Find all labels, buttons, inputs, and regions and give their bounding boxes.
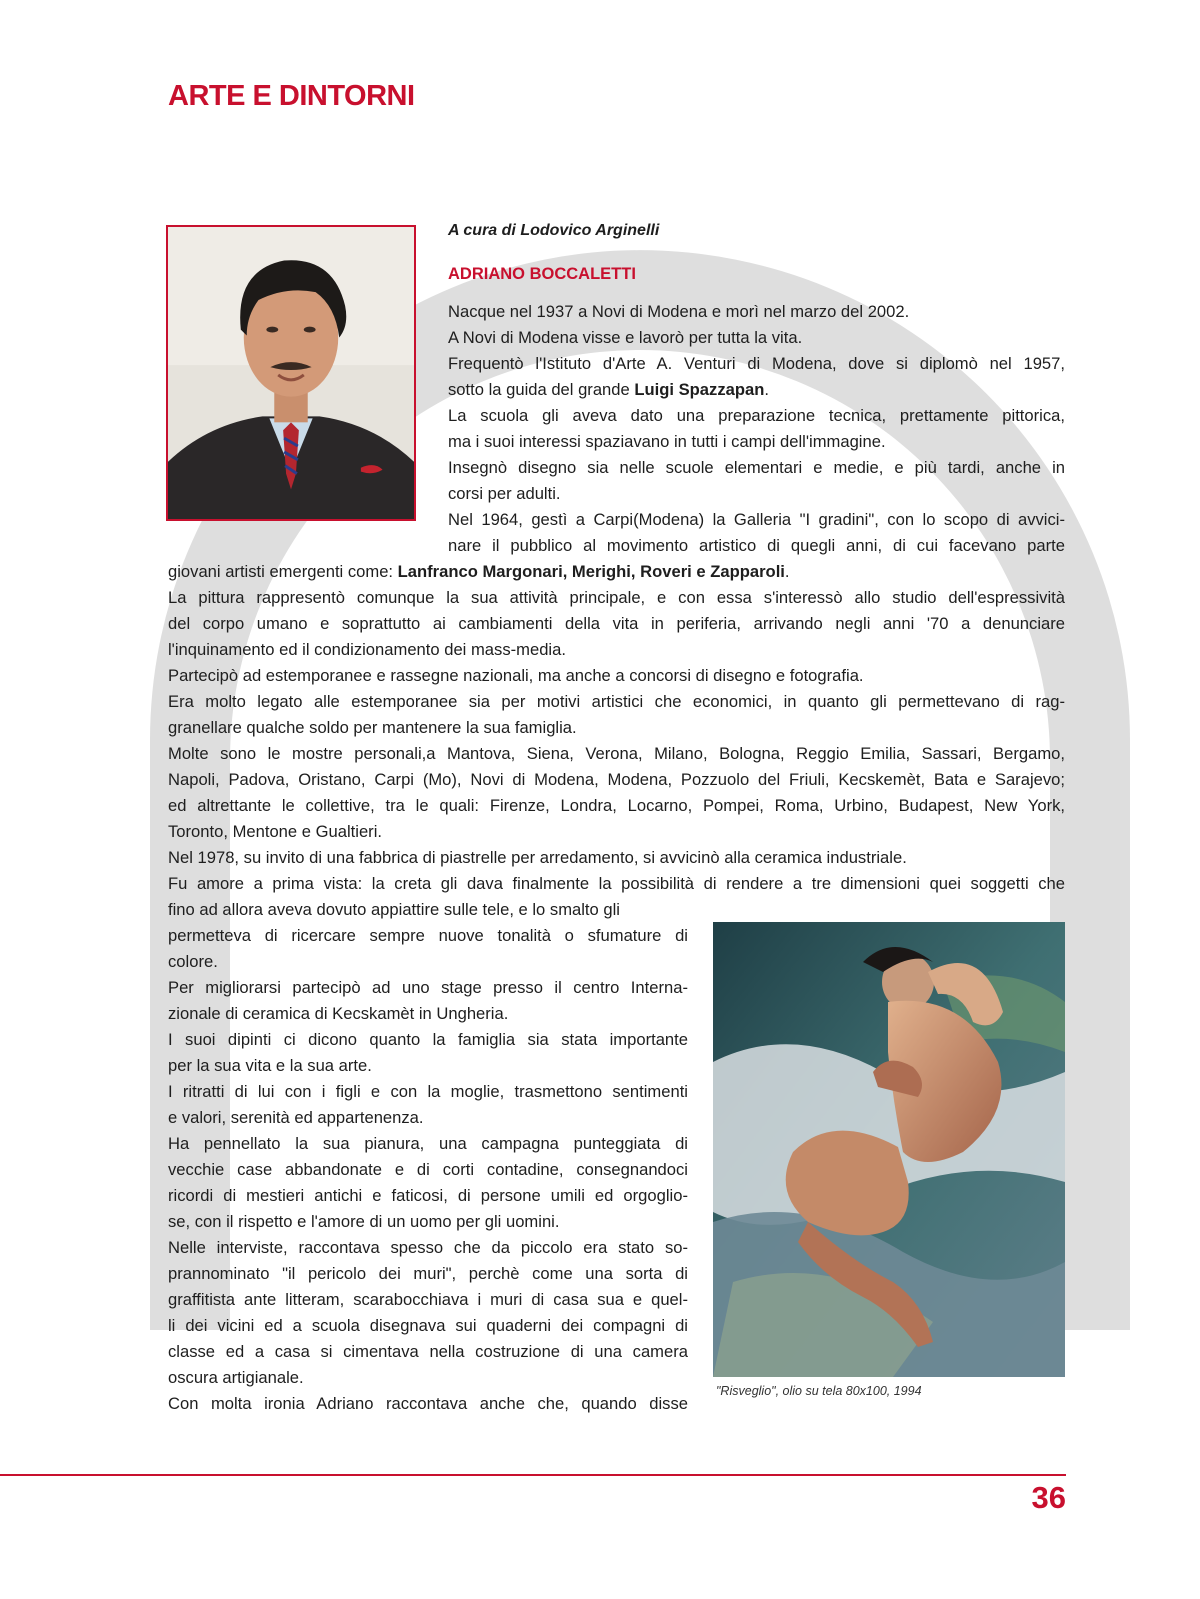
article-line: ricordi di mestieri antichi e faticosi, di persone umili ed orgoglio- [168,1186,688,1205]
page-number: 36 [1031,1480,1066,1515]
article-line-mixed [448,377,1065,403]
article-text-run: . [784,562,790,581]
article-line: Per migliorarsi partecipò ad uno stage presso il centro Interna- [168,978,688,997]
article-line: zionale di ceramica di Kecskamèt in Ungheria. [168,1004,509,1023]
article-line: corsi per adulti. [448,484,561,503]
article-line: Fu amore a prima vista: la creta gli dava finalmente la possibilità di rendere a tre dimensioni quei soggetti che [168,874,1065,893]
article-line: del corpo umano e soprattutto ai cambiamenti della vita in periferia, arrivando negli anni '70 a denunciare [168,614,1065,633]
article-line: Era molto legato alle estemporanee sia per motivi artistici che economici, in quanto gli permettevano di rag- [168,692,1065,711]
article-text-run: giovani artisti emergenti come: [168,562,398,581]
article-line: Frequentò l'Istituto d'Arte A. Venturi di Modena, dove si diplomò nel 1957, [448,354,1065,373]
article-line: La pittura rappresentò comunque la sua attività principale, e con essa s'interessò allo studio dell'espressività [168,588,1065,607]
article-line: oscura artigianale. [168,1368,304,1387]
article-line: I ritratti di lui con i figli e con la moglie, trasmettono sentimenti [168,1082,688,1101]
article-line: Napoli, Padova, Oristano, Carpi (Mo), Novi di Modena, Modena, Pozzuolo del Friuli, Kecskemèt, Bata e Sarajevo; [168,770,1065,789]
article-line: Nelle interviste, raccontava spesso che da piccolo era stato so- [168,1238,688,1257]
article-line: Toronto, Mentone e Gualtieri. [168,822,382,841]
article-line: Con molta ironia Adriano raccontava anche che, quando disse [168,1394,688,1413]
article-line: Partecipò ad estemporanee e rassegne nazionali, ma anche a concorsi di disegno e fotografia. [168,666,864,685]
article-text-run: sotto la guida del grande [448,380,635,399]
article-line: permetteva di ricercare sempre nuove tonalità o sfumature di [168,926,688,945]
painting-caption: "Risveglio", olio su tela 80x100, 1994 [716,1384,922,1398]
article-line: granellare qualche soldo per mantenere la sua famiglia. [168,718,577,737]
footer-rule [0,1474,1066,1476]
article-line: ma i suoi interessi spaziavano in tutti i campi dell'immagine. [448,432,886,451]
article-line: Nacque nel 1937 a Novi di Modena e morì nel marzo del 2002. [448,302,910,321]
teacher-name: Luigi Spazzapan [634,380,765,399]
article-byline: A cura di Lodovico Arginelli [448,222,660,239]
article-line: colore. [168,952,218,971]
article-line: prannominato "il pericolo dei muri", perchè come una sorta di [168,1264,688,1283]
article-line: Insegnò disegno sia nelle scuole elementari e medie, e più tardi, anche in [448,458,1065,477]
article-line: nare il pubblico al movimento artistico di quegli anni, di cui facevano parte [448,536,1065,555]
article-line: Nel 1964, gestì a Carpi(Modena) la Galleria "I gradini", con lo scopo di avvici- [448,510,1065,529]
article-line: La scuola gli aveva dato una preparazione tecnica, prettamente pittorica, [448,406,1065,425]
article-line: vecchie case abbandonate e di corti contadine, consegnandoci [168,1160,688,1179]
article-line-mixed [168,559,1065,585]
article-line: graffitista ante litteram, scarabocchiava i muri di casa sua e quel- [168,1290,688,1309]
article-line: fino ad allora aveva dovuto appiattire sulle tele, e lo smalto gli [168,900,620,919]
article-line: A Novi di Modena visse e lavorò per tutta la vita. [448,328,803,347]
painting-risveglio-image [713,922,1065,1377]
artist-name-heading: ADRIANO BOCCALETTI [448,265,636,283]
article-line: I suoi dipinti ci dicono quanto la famiglia sia stata importante [168,1030,688,1049]
article-text-run: . [764,380,769,399]
article-line: li dei vicini ed a scuola disegnava sui quaderni dei compagni di [168,1316,688,1335]
article-line: ed altrettante le collettive, tra le quali: Firenze, Londra, Locarno, Pompei, Roma, Urbino, Budapest, New York, [168,796,1065,815]
article-line: l'inquinamento ed il condizionamento dei mass-media. [168,640,566,659]
artists-names: Lanfranco Margonari, Merighi, Roveri e Zapparoli [397,562,785,581]
article-line: Molte sono le mostre personali,a Mantova, Siena, Verona, Milano, Bologna, Reggio Emilia, Sassari, Bergamo, [168,744,1065,763]
article-line: classe ed a casa si cimentava nella costruzione di una camera [168,1342,688,1361]
article-line: se, con il rispetto e l'amore di un uomo per gli uomini. [168,1212,560,1231]
article-line: per la sua vita e la sua arte. [168,1056,372,1075]
article-line: Ha pennellato la sua pianura, una campagna punteggiata di [168,1134,688,1153]
article-line: e valori, serenità ed appartenenza. [168,1108,424,1127]
artist-portrait-photo [166,225,416,521]
article-line: Nel 1978, su invito di una fabbrica di piastrelle per arredamento, si avvicinò alla ceramica industriale. [168,848,907,867]
section-title: ARTE E DINTORNI [168,80,415,112]
